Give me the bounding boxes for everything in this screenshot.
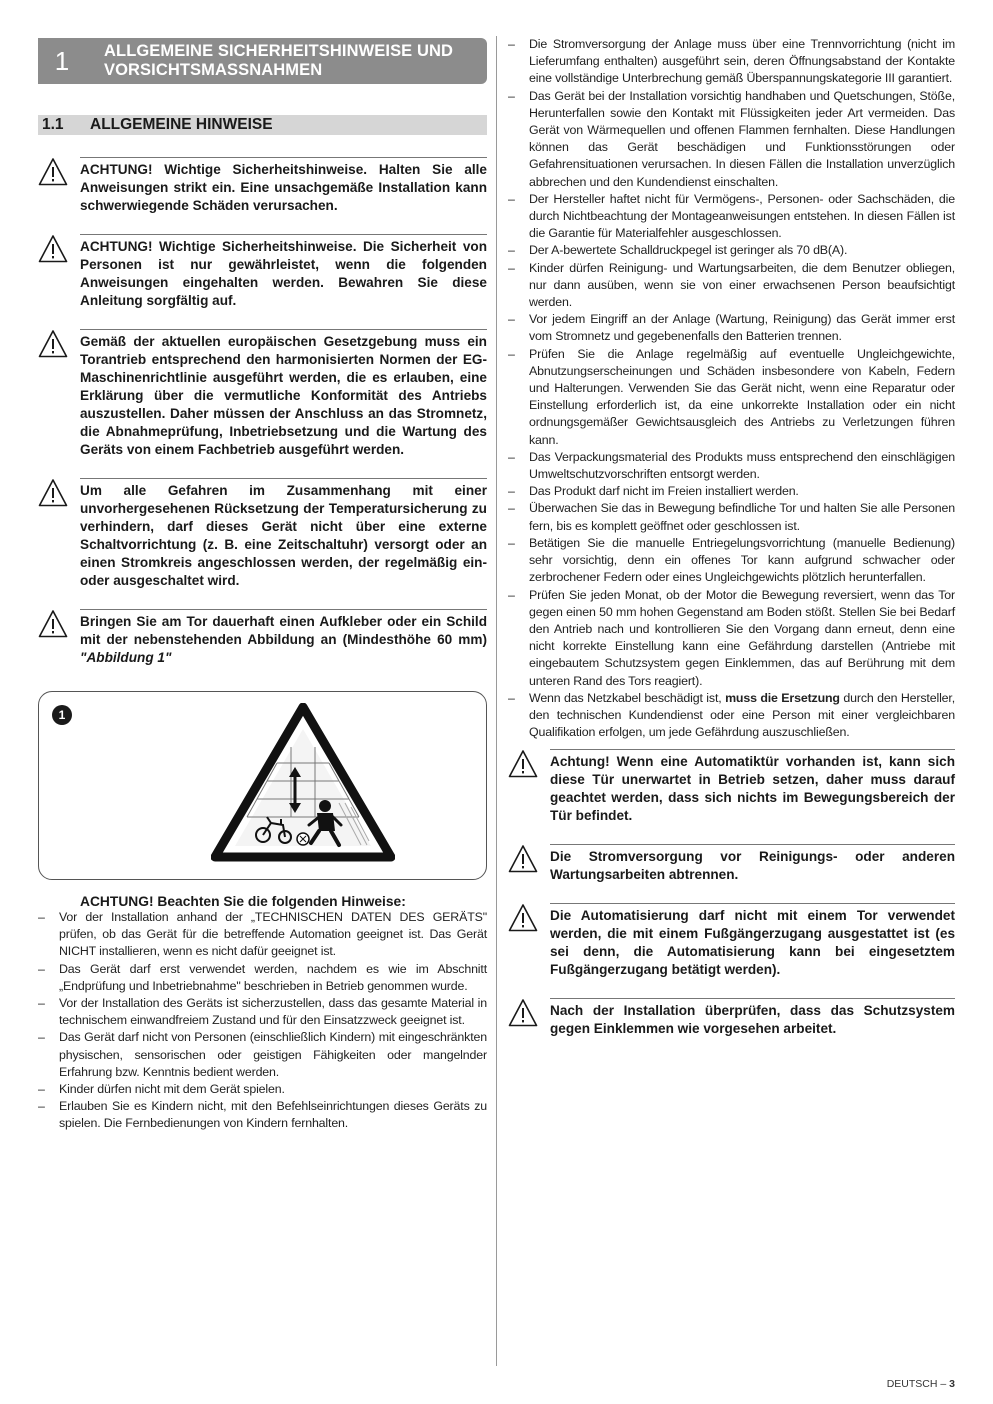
warning-text: Gemäß der aktuellen europäischen Gesetzgebung muss ein Torantrieb entsprechend den harmonisierten Normen der EG-Maschinenrichtlinie ausgeführt werden, die es erlauben, eine Erklärung über die vermutliche Konformität des Antriebs auszustellen. Daher müssen der Anschluss an das Stromnetz, die Abnahmeprüfung, Inbetriebsetzung und die Wartung des Geräts von einem Fachbetrieb ausgeführt werden. [80,329,487,459]
page-footer [887,1378,955,1390]
warning-text: ACHTUNG! Wichtige Sicherheitshinweise. Die Sicherheit von Personen ist nur gewährleistet, wenn die folgenden Anweisungen eingehalten werden. Bewahren Sie diese Anleitung sorgfältig auf. [80,234,487,310]
warning-block [508,903,955,979]
warning-text: ACHTUNG! Wichtige Sicherheitshinweise. Halten Sie alle Anweisungen strikt ein. Eine unsachgemäße Installation kann schwerwiegende Schäden verursachen. [80,157,487,215]
child-near-moving-gate-warning-icon [211,703,395,868]
section-heading [38,115,487,135]
chapter-title-line-2: VORSICHTSMASSNAHMEN [104,61,323,79]
warning-block [38,609,487,667]
warning-triangle-icon [508,998,550,1038]
warning-text: Die Automatisierung darf nicht mit einem Tor verwendet werden, die mit einem Fußgängerzugang ausgestattet ist (es sei denn, die Automatisierung kann bei eingesetztem Fußgängerzugang betätigt werden). [550,903,955,979]
left-instruction-list [38,909,487,1133]
warning-triangle-icon [38,329,80,459]
warning-block [38,329,487,459]
warning-block [38,478,487,590]
list-item: – Vor der Installation anhand der „TECHNISCHEN DATEN DES GERÄTS" prüfen, ob das Gerät für die betreffende Automation geeignet ist. Das Gerät NICHT installieren, wenn es nicht dafür geeignet ist. [38,909,487,961]
chapter-title [86,42,453,80]
list-item [508,690,955,742]
list-item: – Vor der Installation des Geräts ist sicherzustellen, dass das gesamte Material in technischem einwandfreiem Zustand und für den Einsatzzweck geeignet ist. [38,995,487,1029]
warning-block [38,157,487,215]
list-item: – Prüfen Sie die Anlage regelmäßig auf eventuelle Ungleichgewichte, Abnutzungserscheinungen und Schäden insbesondere von Kabeln, Federn und Halterungen. Verwenden Sie das Gerät nicht, wenn eine Reparatur oder Einstellung erforderlich ist, da eine unkorrekte Installation oder ein nicht ordnungsgemäßer Gewichtsausgleich des Antriebs zu Verletzungen führen kann. [508,346,955,449]
section-title: ALLGEMEINE HINWEISE [90,116,273,133]
list-item: – Die Stromversorgung der Anlage muss über eine Trennvorrichtung (nicht im Lieferumfang enthalten) ausgeführt sein, deren Öffnungsabstand der Kontakte eine vollständige Unterbrechung gemäß Überspannungskategorie III garantiert. [508,36,955,88]
attention-title: ACHTUNG! Beachten Sie die folgenden Hinweise: [80,894,406,909]
left-column [38,38,487,1133]
warning-text: Die Stromversorgung vor Reinigungs- oder anderen Wartungsarbeiten abtrennen. [550,844,955,884]
page-number: 3 [949,1378,955,1390]
warning-triangle-icon [508,903,550,979]
warning-block [38,234,487,310]
warning-text: Um alle Gefahren im Zusammenhang mit einer unvorhergesehenen Rücksetzung der Temperatursicherung zu verhindern, darf dieses Gerät nicht über eine externe Schaltvorrichtung (z. B. eine Zeitschaltuhr) versorgt oder an einen Stromkreis angeschlossen werden, der regelmäßig ein- oder ausgeschaltet wird. [80,478,487,590]
list-item-text: durch den Hersteller, den technischen Kundendienst oder eine Person mit einer vergleichbaren Qualifikation erfolgen, um jede Gefährdung auszuschließen. [529,690,955,740]
warning-triangle-icon [508,844,550,884]
list-item: – Prüfen Sie jeden Monat, ob der Motor die Bewegung reversiert, wenn das Tor gegen einen 50 mm hohen Gegenstand am Boden stößt. Stellen Sie bei Bedarf den Antrieb nach und kontrollieren Sie den Vorgang dann erneut, denn eine nicht korrekte Einstellung kann eine Gefährdung darstellen (Antriebe mit eingebautem Schutzsystem gegen Einklemmen, das auf Berührung mit dem unteren Rand des Tors reagiert). [508,587,955,690]
list-item: – Das Verpackungsmaterial des Produkts muss entsprechend den einschlägigen Umweltschutzvorschriften entsorgt werden. [508,449,955,483]
footer-language: DEUTSCH – [886,1378,950,1390]
chapter-heading [38,38,487,84]
list-item: – Erlauben Sie es Kindern nicht, mit den Befehlseinrichtungen dieses Geräts zu spielen. Die Fernbedienungen von Kindern fernhalten. [38,1098,487,1132]
right-instruction-list [508,36,955,741]
list-item: – Das Gerät bei der Installation vorsichtig handhaben und Quetschungen, Stöße, Herunterfallen sowie den Kontakt mit Flüssigkeiten jeder Art vermeiden. Das Gerät von Wärmequellen und offenen Flammen fernhalten. Diese Handlungen können das Gerät beschädigen und Funktionsstörungen oder Gefahrensituationen verursachen. In diesen Fällen die Installation unverzüglich abbrechen und den Kundendienst einschalten. [508,88,955,191]
list-item: – Das Gerät darf erst verwendet werden, nachdem es wie im Abschnitt „Endprüfung und Inbetriebnahme" beschrieben in Betrieb genommen wurde. [38,961,487,995]
figure-reference: "Abbildung 1" [80,650,172,665]
warning-block [508,998,955,1038]
figure-box [38,691,487,880]
list-item: – Der Hersteller haftet nicht für Vermögens-, Personen- oder Sachschäden, die durch Nichtbeachtung der Montageanweisungen entstehen. In diesen Fällen ist die Garantie für Materialfehler ausgeschlossen. [508,191,955,243]
section-number: 1.1 [42,116,64,133]
warning-triangle-icon [38,157,80,215]
warning-text [80,609,487,667]
column-divider [496,36,497,1366]
list-item: – Das Produkt darf nicht im Freien installiert werden. [508,483,955,500]
list-item: – Betätigen Sie die manuelle Entriegelungsvorrichtung (manuelle Bedienung) sehr vorsichtig, denn ein offenes Tor kann aufgrund schwacher oder zerbrochener Federn oder eines Ungleichgewichts plötzlich herunterfallen. [508,535,955,587]
chapter-title-line-1: ALLGEMEINE SICHERHEITSHINWEISE UND [104,42,454,60]
list-item: – Das Gerät darf nicht von Personen (einschließlich Kindern) mit eingeschränkten physischen, sensorischen oder geistigen Fähigkeiten oder mangelnder Erfahrung bzw. Kenntnis bedient werden. [38,1029,487,1081]
list-item: – Überwachen Sie das in Bewegung befindliche Tor und halten Sie alle Personen fern, bis es komplett geöffnet oder geschlossen ist. [508,500,955,534]
chapter-number: 1 [54,45,70,76]
warning-triangle-icon [38,234,80,310]
list-item: – Kinder dürfen Reinigung- und Wartungsarbeiten, die dem Benutzer obliegen, nur dann ausüben, wenn sie von einer erwachsenen Person beaufsichtigt werden. [508,260,955,312]
list-item-emphasis: muss die Ersetzung [725,690,840,705]
figure-number: 1 [52,705,72,725]
warning-triangle-icon [38,478,80,590]
right-column [508,36,955,1038]
warning-triangle-icon [508,749,550,825]
list-item: – Vor jedem Eingriff an der Anlage (Wartung, Reinigung) das Gerät immer erst vom Stromnetz und gegebenenfalls den Batterien trennen. [508,311,955,345]
list-item: – Der A-bewertete Schalldruckpegel ist geringer als 70 dB(A). [508,242,955,259]
sticker-text: Bringen Sie am Tor dauerhaft einen Aufkleber oder ein Schild mit der nebenstehenden Abbildung an (Mindesthöhe 60 mm) [80,614,487,647]
warning-text: Achtung! Wenn eine Automatiktür vorhanden ist, kann sich diese Tür unerwartet in Betrieb setzen, daher muss darauf geachtet werden, dass sich nichts im Bewegungsbereich der Tür befindet. [550,749,955,825]
warning-block [508,749,955,825]
list-item: – Kinder dürfen nicht mit dem Gerät spielen. [38,1081,487,1098]
warning-text: Nach der Installation überprüfen, dass das Schutzsystem gegen Einklemmen wie vorgesehen arbeitet. [550,998,955,1038]
warning-triangle-icon [38,609,80,667]
warning-block [508,844,955,884]
list-item-text: Wenn das Netzkabel beschädigt ist, [529,690,726,705]
